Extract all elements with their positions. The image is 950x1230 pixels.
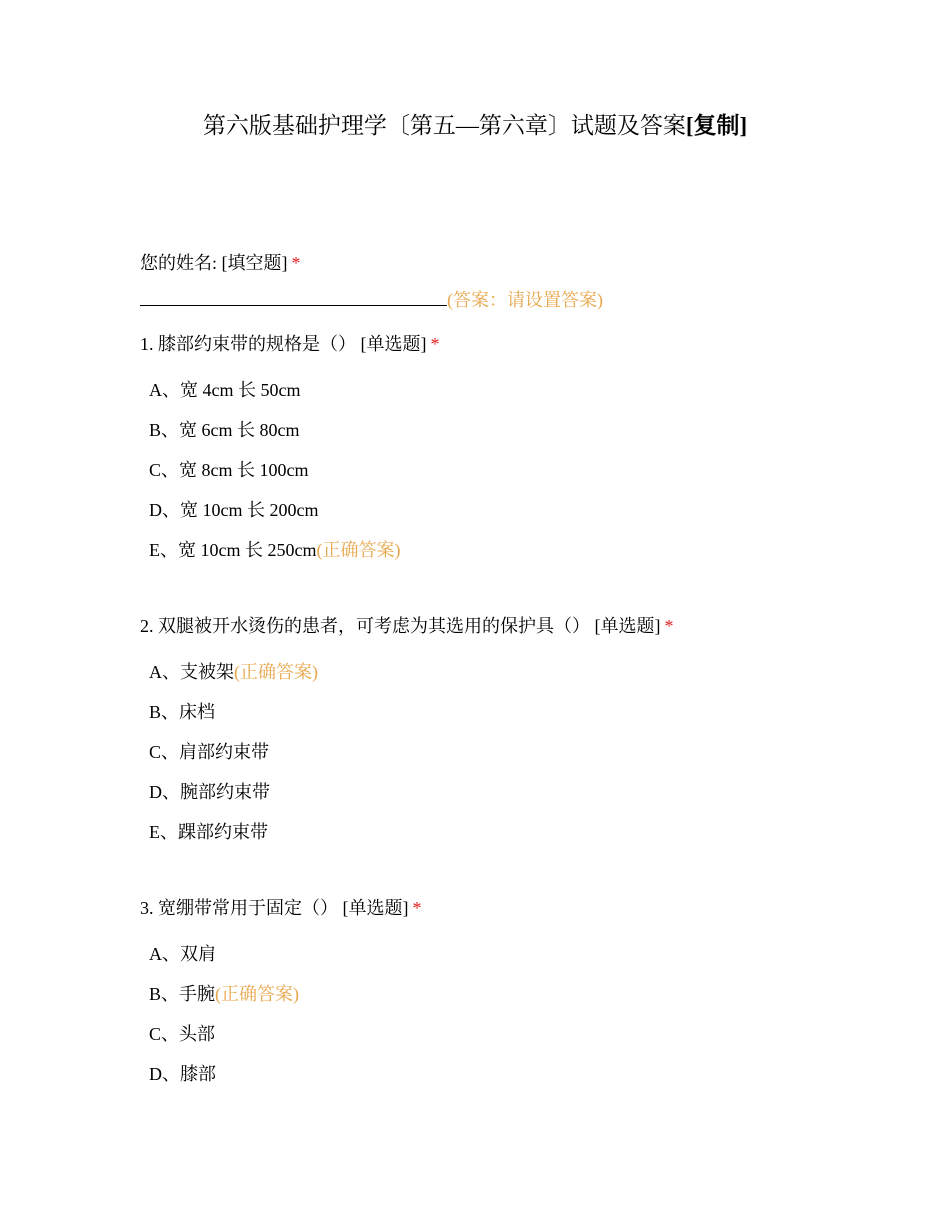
option-label: C、头部 — [149, 1024, 216, 1044]
option-q3-c[interactable] — [149, 1022, 215, 1046]
option-q1-c[interactable] — [149, 458, 309, 482]
title-suffix: [复制] — [685, 113, 748, 138]
correct-answer-tag: (正确答案) — [316, 540, 401, 560]
question-title — [140, 614, 900, 638]
name-question — [140, 251, 900, 275]
question-2-title: 2. 双腿被开水烫伤的患者，可考虑为其选用的保护具（） [单选题] — [140, 616, 661, 636]
question-2 — [140, 614, 900, 638]
required-mark: * — [430, 334, 440, 354]
correct-answer-tag: (正确答案) — [215, 984, 300, 1004]
option-q1-b[interactable] — [149, 418, 300, 442]
option-label: B、手腕 — [149, 984, 216, 1004]
option-q2-a[interactable] — [149, 660, 318, 684]
name-question-label: 您的姓名: [填空题] — [140, 253, 288, 273]
question-3 — [140, 896, 900, 920]
name-question-title — [140, 251, 900, 275]
option-label: C、宽 8cm 长 100cm — [149, 460, 309, 480]
required-mark: * — [291, 253, 301, 273]
name-answer-field[interactable] — [140, 287, 447, 306]
question-title — [140, 896, 900, 920]
option-label: E、踝部约束带 — [149, 822, 268, 842]
required-mark: * — [412, 898, 422, 918]
option-q2-c[interactable] — [149, 740, 269, 764]
answer-hint: (答案：请设置答案) — [447, 290, 603, 310]
option-label: A、支被架 — [149, 662, 234, 682]
option-q3-d[interactable] — [149, 1062, 216, 1086]
option-label: D、宽 10cm 长 200cm — [149, 500, 319, 520]
question-1 — [140, 332, 900, 356]
required-mark: * — [664, 616, 674, 636]
option-label: C、肩部约束带 — [149, 742, 270, 762]
question-3-title: 3. 宽绷带常用于固定（） [单选题] — [140, 898, 409, 918]
option-label: D、腕部约束带 — [149, 782, 270, 802]
option-q2-d[interactable] — [149, 780, 270, 804]
option-label: D、膝部 — [149, 1064, 216, 1084]
option-q3-b[interactable] — [149, 982, 299, 1006]
page-title — [0, 110, 950, 142]
option-q2-e[interactable] — [149, 820, 268, 844]
name-answer-row — [140, 287, 900, 312]
option-label: E、宽 10cm 长 250cm — [149, 540, 317, 560]
question-1-title: 1. 膝部约束带的规格是（） [单选题] — [140, 334, 427, 354]
option-q2-b[interactable] — [149, 700, 215, 724]
option-q3-a[interactable] — [149, 942, 216, 966]
correct-answer-tag: (正确答案) — [234, 662, 318, 682]
option-q1-d[interactable] — [149, 498, 318, 522]
option-label: A、宽 4cm 长 50cm — [149, 380, 301, 400]
option-label: A、双肩 — [149, 944, 216, 964]
question-title — [140, 332, 900, 356]
option-label: B、宽 6cm 长 80cm — [149, 420, 300, 440]
option-label: B、床档 — [149, 702, 216, 722]
option-q1-a[interactable] — [149, 378, 300, 402]
title-main: 第六版基础护理学〔第五—第六章〕试题及答案 — [202, 113, 686, 138]
option-q1-e[interactable] — [149, 538, 400, 562]
